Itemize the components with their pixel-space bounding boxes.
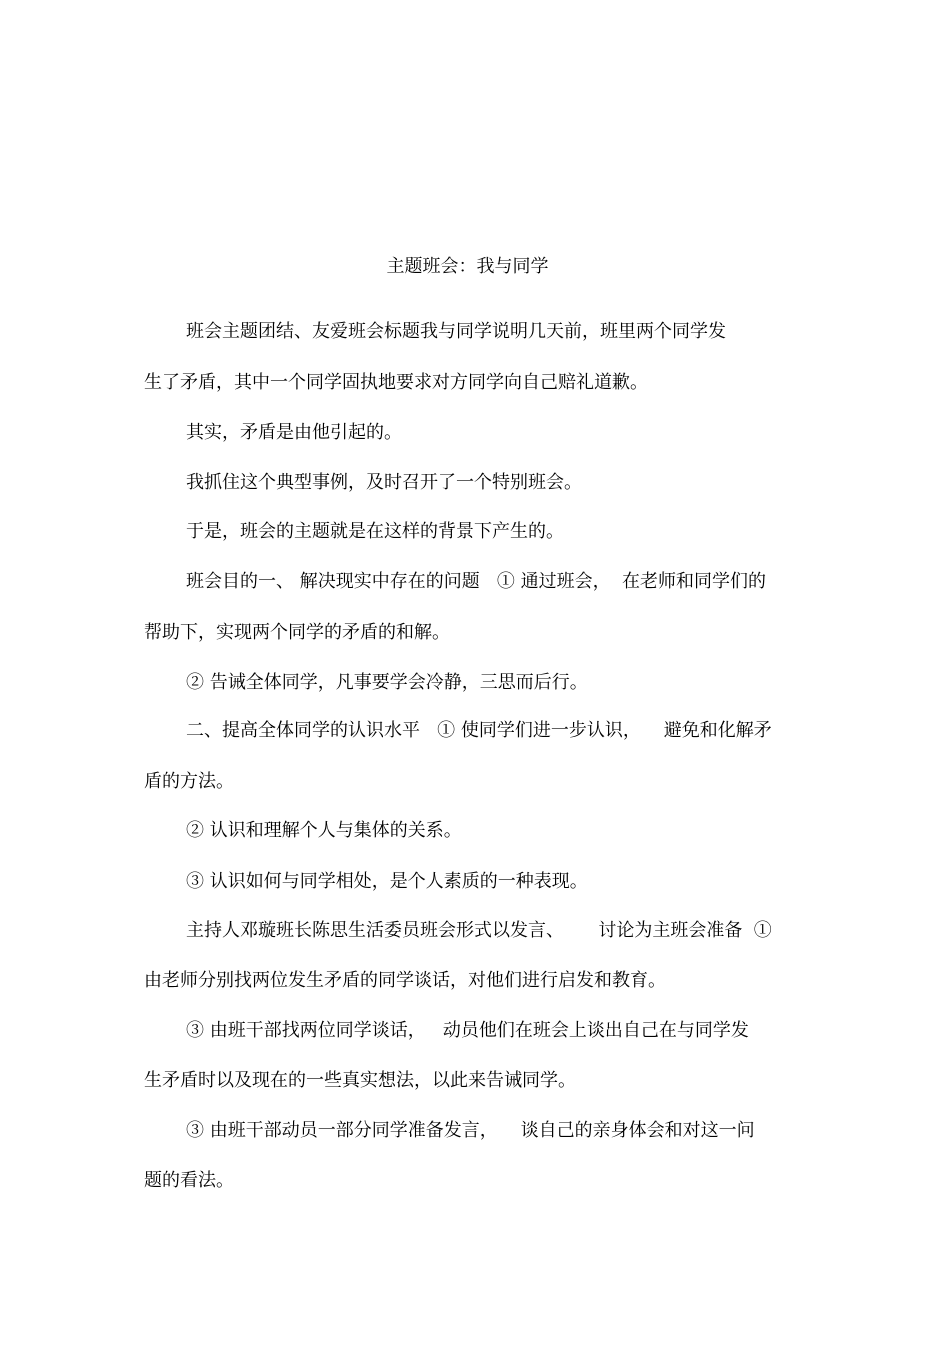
paragraph-line: 由老师分别找两位发生矛盾的同学谈话，对他们进行启发和教育。 — [144, 970, 666, 991]
paragraph-line: 生矛盾时以及现在的一些真实想法，以此来告诫同学。 — [144, 1070, 576, 1091]
paragraph-line: 帮助下，实现两个同学的矛盾的和解。 — [144, 622, 450, 643]
paragraph-line: 于是，班会的主题就是在这样的背景下产生的。 — [186, 521, 564, 542]
paragraph-line: 主持人邓璇班长陈思生活委员班会形式以发言、 讨论为主班会准备 ① — [186, 920, 772, 941]
paragraph-line: 生了矛盾，其中一个同学固执地要求对方同学向自己赔礼道歉。 — [144, 372, 648, 393]
paragraph-line: 题的看法。 — [144, 1170, 234, 1191]
paragraph-line: 班会目的一、 解决现实中存在的问题 ① 通过班会， 在老师和同学们的 — [186, 571, 767, 592]
paragraph-line: ③ 认识如何与同学相处，是个人素质的一种表现。 — [186, 871, 588, 892]
paragraph-line: 其实，矛盾是由他引起的。 — [186, 422, 402, 443]
paragraph-line: ② 告诫全体同学，凡事要学会冷静，三思而后行。 — [186, 672, 588, 693]
paragraph-line: ③ 由班干部动员一部分同学准备发言， 谈自己的亲身体会和对这一问 — [186, 1120, 755, 1141]
document-title: 主题班会：我与同学 — [386, 256, 549, 277]
paragraph-line: ② 认识和理解个人与集体的关系。 — [186, 820, 462, 841]
paragraph-line: ③ 由班干部找两位同学谈话， 动员他们在班会上谈出自己在与同学发 — [186, 1020, 749, 1041]
paragraph-line: 二、提高全体同学的认识水平 ① 使同学们进一步认识， 避免和化解矛 — [186, 720, 772, 741]
paragraph-line: 盾的方法。 — [144, 771, 234, 792]
paragraph-line: 我抓住这个典型事例，及时召开了一个特别班会。 — [186, 472, 582, 493]
paragraph-line: 班会主题团结、友爱班会标题我与同学说明几天前，班里两个同学发 — [186, 321, 726, 342]
